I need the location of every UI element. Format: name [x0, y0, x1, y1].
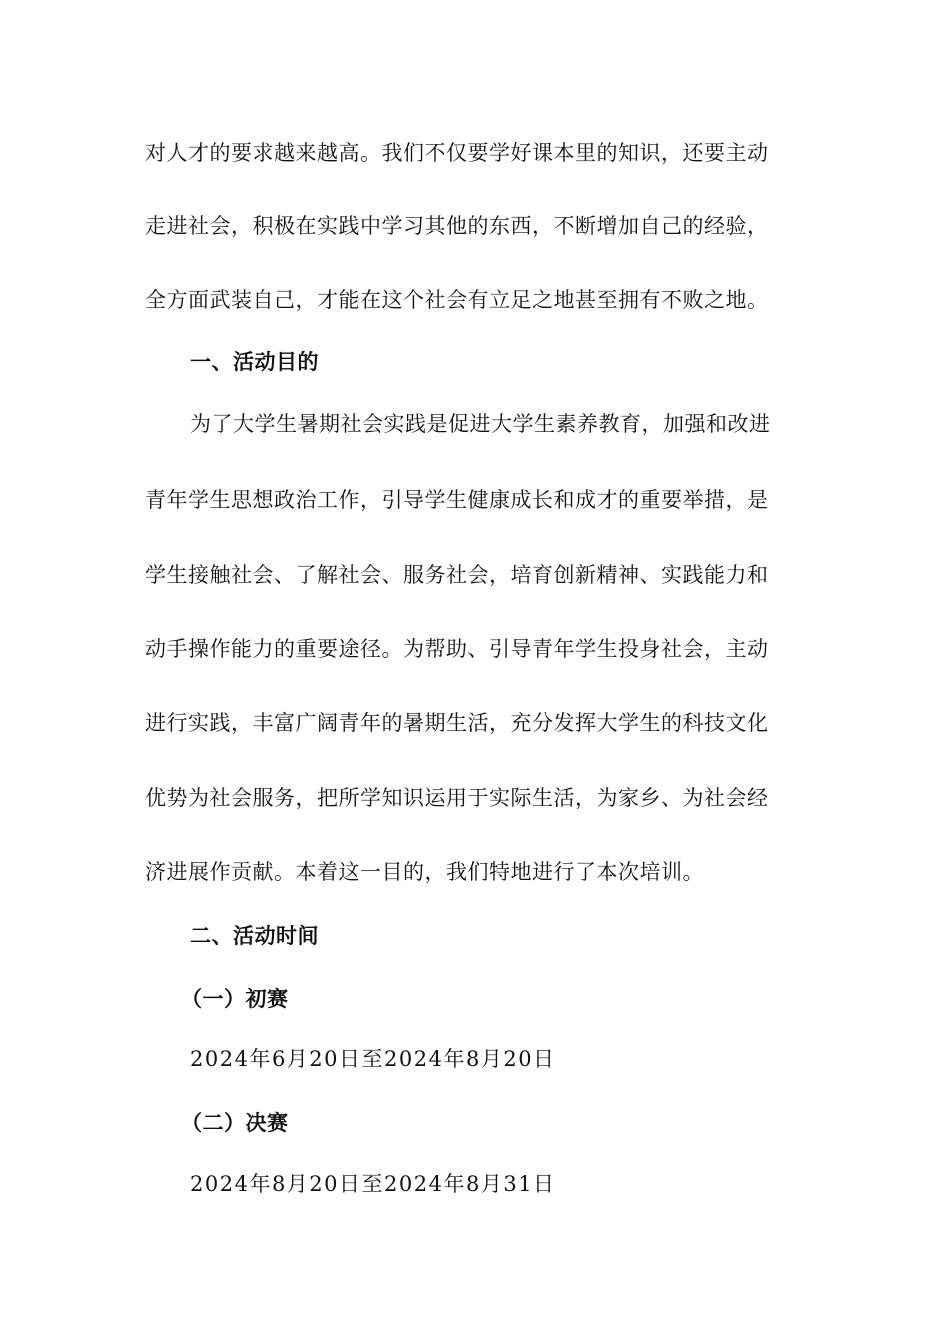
section-heading-purpose: 一、活动目的 [190, 349, 319, 374]
paragraph-line: 对人才的要求越来越高。我们不仅要学好课本里的知识，还要主动 [145, 141, 769, 165]
paragraph-line: 济进展作贡献。本着这一目的，我们特地进行了本次培训。 [145, 860, 704, 884]
paragraph-line: 优势为社会服务，把所学知识运用于实际生活，为家乡、为社会经 [145, 786, 769, 810]
date-range-final: 2024年8月20日至2024年8月31日 [190, 1172, 556, 1196]
paragraph-line: 青年学生思想政治工作，引导学生健康成长和成才的重要举措，是 [145, 488, 769, 512]
paragraph-line: 为了大学生暑期社会实践是促进大学生素养教育，加强和改进 [190, 412, 771, 436]
paragraph-line: 进行实践，丰富广阔青年的暑期生活，充分发挥大学生的科技文化 [145, 711, 769, 735]
paragraph-line: 全方面武装自己，才能在这个社会有立足之地甚至拥有不败之地。 [145, 288, 769, 312]
subheading-prelim: （一）初赛 [181, 986, 289, 1011]
section-heading-time: 二、活动时间 [190, 923, 319, 948]
paragraph-line: 学生接触社会、了解社会、服务社会，培育创新精神、实践能力和 [145, 563, 769, 587]
date-range-prelim: 2024年6月20日至2024年8月20日 [190, 1047, 556, 1071]
subheading-final: （二）决赛 [181, 1110, 289, 1135]
paragraph-line: 走进社会，积极在实践中学习其他的东西，不断增加自己的经验， [145, 214, 769, 238]
paragraph-line: 动手操作能力的重要途径。为帮助、引导青年学生投身社会，主动 [145, 637, 769, 661]
